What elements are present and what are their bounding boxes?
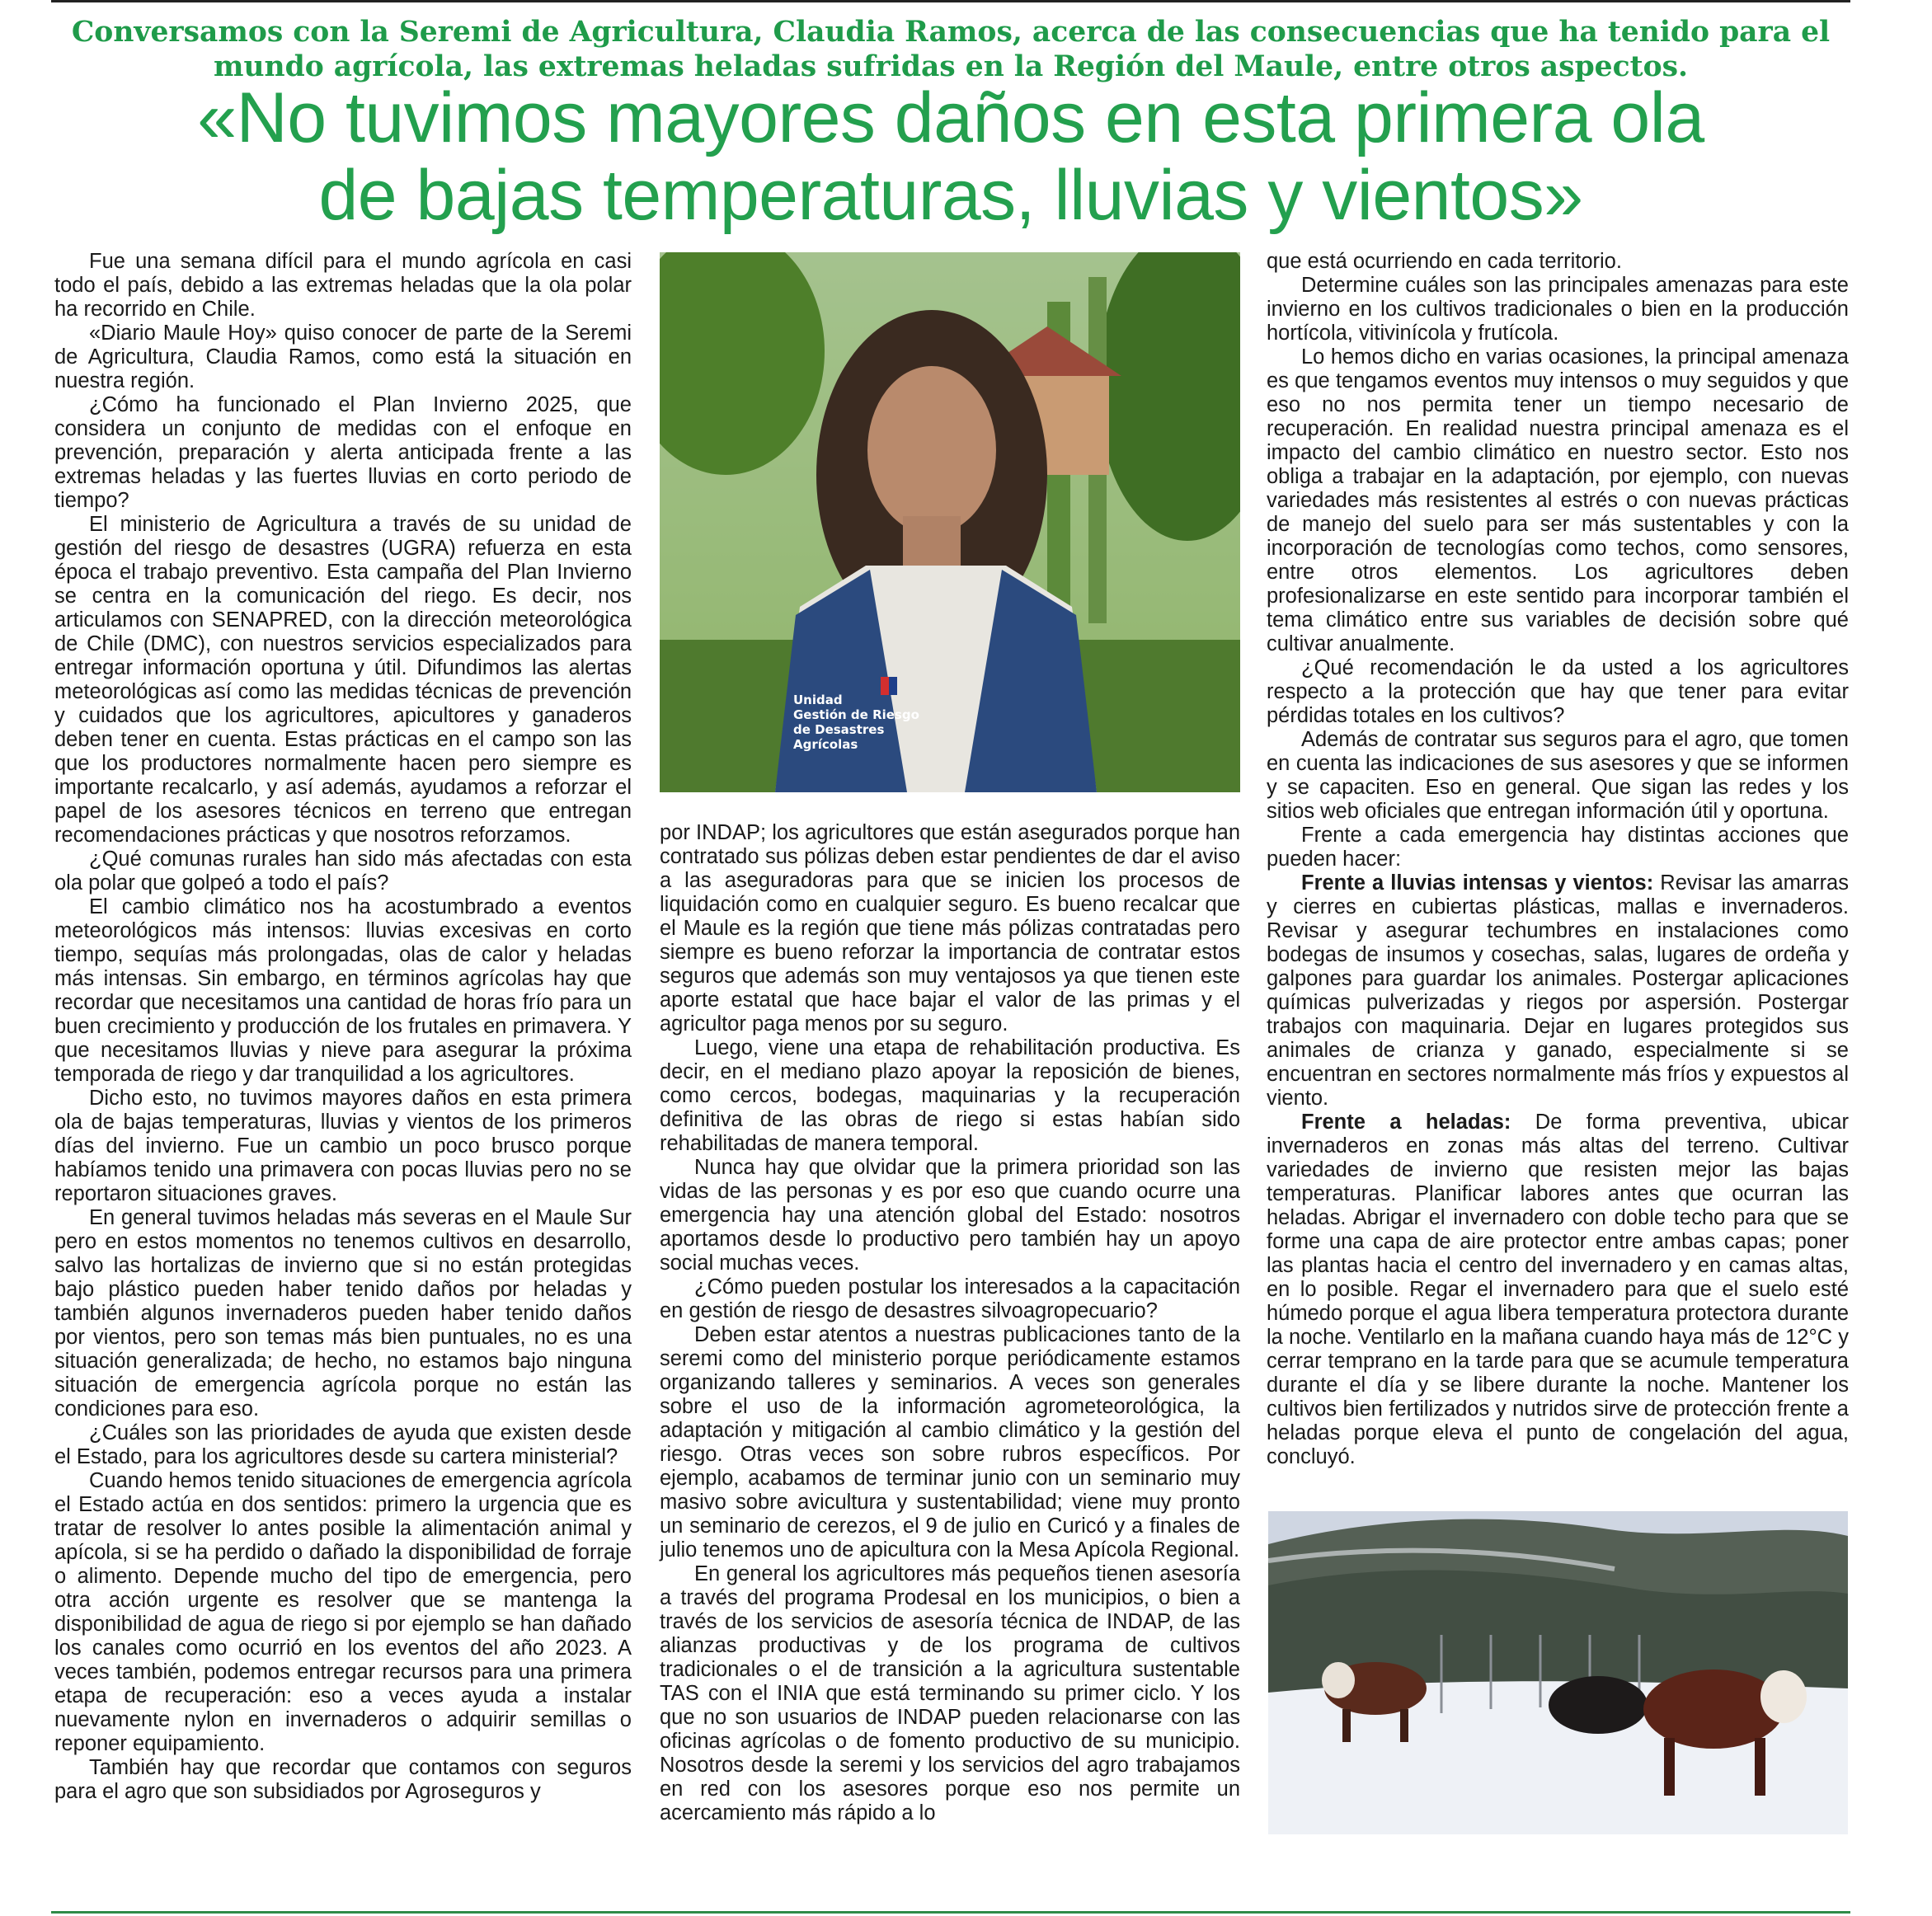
vest-text-line-2: Gestión de Riesgo — [793, 707, 919, 722]
frost-label: Frente a heladas: — [1301, 1111, 1511, 1134]
vest-text-line-3: de Desastres — [793, 722, 885, 737]
paragraph: «Diario Maule Hoy» quiso conocer de parte de la Seremi de Agricultura, Claudia Ramos, como está la situación en nuestra región. — [54, 322, 632, 392]
paragraph: En general tuvimos heladas más severas en el Maule Sur pero en estos momentos no tenemos cultivos en desarrollo, salvo las hortalizas de invierno que si no están protegidas bajo plástico pueden haber tenido daños por heladas y también algunos invernaderos pueden haber tenido daños por vientos, pero son temas más bien puntuales, no es una situación generalizada; de hecho, no estamos bajo ninguna situación de emergencia agrícola porque no están las condiciones para eso. — [54, 1206, 632, 1421]
portrait-photo — [660, 252, 1240, 792]
paragraph: por INDAP; los agricultores que están asegurados porque han contratado sus pólizas deben estar pendientes de dar el aviso a las aseguradoras para que se inicien los procesos de liquidación como en cualquier seguro. Es bueno recalcar que el Maule es la región que tiene más pólizas contratadas pero siempre es bueno reforzar la importancia de contratar estos seguros que además son muy ventajosos ya que tienen este aporte estatal que hace bajar el valor de las primas y el agricultor paga menos por su seguro. — [660, 821, 1240, 1035]
paragraph: Deben estar atentos a nuestras publicaciones tanto de la seremi como del ministerio porque periódicamente estamos organizando talleres y seminarios. A veces son generales sobre el uso de la información agrometeorológica, la adaptación y mitigación al cambio climático y la gestión del riesgo. Otras veces son sobre rubros específicos. Por ejemplo, acabamos de terminar junio con un seminario muy masivo sobre avicultura y sustentabilidad; viene muy pronto un seminario de cerezos, el 9 de julio en Curicó y a finales de julio tenemos uno de apicultura con la Mesa Apícola Regional. — [660, 1323, 1240, 1561]
vest-text-line-4: Agrícolas — [793, 737, 858, 752]
column-2 — [660, 821, 1240, 1825]
paragraph: Frente a cada emergencia hay distintas acciones que pueden hacer: — [1267, 824, 1849, 871]
paragraph: Además de contratar sus seguros para el agro, que tomen en cuenta las indicaciones de sus asesores y que se informen y se capaciten. Eso en general. Que sigan las redes y los sitios web oficiales que entregan información útil y oportuna. — [1267, 728, 1849, 823]
article-lead: Conversamos con la Seremi de Agricultura, Claudia Ramos, acerca de las consecuencias que ha tenido para el mundo agrícola, las extremas heladas sufridas en la Región del Maule, entre otros aspectos. — [71, 16, 1831, 83]
bottom-rule — [51, 1911, 1850, 1914]
headline-line-1: «No tuvimos mayores daños en esta primera ola — [197, 78, 1704, 157]
question: ¿Qué recomendación le da usted a los agricultores respecto a la protección que hay que tener para evitar pérdidas totales en los cultivos? — [1267, 656, 1849, 727]
article-headline — [51, 79, 1850, 234]
column-3 — [1267, 250, 1849, 1469]
question: ¿Cuáles son las prioridades de ayuda que existen desde el Estado, para los agricultores desde su cartera ministerial? — [54, 1421, 632, 1468]
paragraph: Lo hemos dicho en varias ocasiones, la principal amenaza es que tengamos eventos muy intensos o muy seguidos y que eso no nos permita tener un tiempo necesario de recuperación. En realidad nuestra principal amenaza es el impacto del cambio climático en nuestro sector. Esto nos obliga a trabajar en la adaptación, por ejemplo, con nuevas variedades más resistentes al estrés o con nuevas prácticas de manejo del suelo para ser más sustentables y con la incorporación de tecnologías como techos, como sensores, entre otros elementos. Los agricultores deben profesionalizarse en este sentido para incorporar también el tema climático entre sus variables de decisión sobre qué cultivar anualmente. — [1267, 345, 1849, 655]
headline-line-2: de bajas temperaturas, lluvias y vientos» — [318, 156, 1583, 235]
column-1 — [54, 250, 632, 1804]
paragraph: También hay que recordar que contamos con seguros para el agro que son subsidiados por Agroseguros y — [54, 1756, 632, 1803]
paragraph: Fue una semana difícil para el mundo agrícola en casi todo el país, debido a las extremas heladas que la ola polar ha recorrido en Chile. — [54, 250, 632, 321]
top-rule — [51, 0, 1850, 2]
paragraph: Cuando hemos tenido situaciones de emergencia agrícola el Estado actúa en dos sentidos: primero la urgencia que es tratar de resolver lo antes posible la alimentación animal y apícola, si se ha perdido o dañado la disponibilidad de forraje o alimento. Depende mucho del tipo de emergencia, pero otra acción urgente es resolver que se mantenga la disponibilidad de agua de riego si por ejemplo se han dañado los canales como ocurrió en los eventos del año 2023. A veces también, podemos entregar recursos para una primera etapa de recuperación: eso a veces ayuda a instalar nuevamente nylon en invernaderos o adquirir semillas o reponer equipamiento. — [54, 1469, 632, 1755]
paragraph: El ministerio de Agricultura a través de su unidad de gestión del riesgo de desastres (UGRA) refuerza en esta época el trabajo preventivo. Esta campaña del Plan Invierno se centra en la comunicación del riego. Es decir, nos articulamos con SENAPRED, con la dirección meteorológica de Chile (DMC), con nuestros servicios especializados para entregar información oportuna y útil. Difundimos las alertas meteorológicas así como las medidas técnicas de prevención y cuidados que los agricultores, apicultores y ganaderos deben tener en cuenta. Estas prácticas en el campo son las que los productores normalmente hacen pero siempre es importante recalcarlo, y así además, ayudamos a reforzar el papel de los asesores técnicos en terreno que entregan recomendaciones prácticas y que nosotros reforzamos. — [54, 513, 632, 847]
snow-cattle-photo — [1268, 1511, 1848, 1834]
question: ¿Cómo pueden postular los interesados a la capacitación en gestión de riesgo de desastres silvoagropecuario? — [660, 1275, 1240, 1322]
rain-label: Frente a lluvias intensas y vientos: — [1301, 871, 1654, 895]
frost-text: De forma preventiva, ubicar invernaderos en zonas más altas del terreno. Cultivar variedades de invierno que resisten mejor las bajas temperaturas. Planificar labores antes que ocurran las heladas. Abrigar el invernadero con doble techo para que se forme una capa de aire protector entre ambas capas; poner las plantas hacia el centro del invernadero y en camas altas, en lo posible. Regar el invernadero para que el suelo esté húmedo porque el agua libera temperatura protectora durante la noche. Ventilarlo en la mañana cuando haya más de 12°C y cerrar temprano en la tarde para que se acumule temperatura durante el día y se libere durante la noche. Mantener los cultivos bien fertilizados y nutridos sirve de protección frente a heladas porque eleva el punto de congelación del agua, concluyó. — [1267, 1111, 1849, 1468]
question: ¿Qué comunas rurales han sido más afectadas con esta ola polar que golpeó a todo el país? — [54, 848, 632, 895]
paragraph: que está ocurriendo en cada territorio. — [1267, 250, 1622, 273]
rain-text: Revisar las amarras y cierres en cubiertas plásticas, mallas e invernaderos. Revisar y asegurar techumbres en instalaciones como bodegas de insumos y cosechas, salas, lugares de ordeña y galpones para guardar los animales. Postergar aplicaciones químicas pulverizadas y riegos por aspersión. Postergar trabajos con maquinaria. Dejar en lugares protegidos sus animales de crianza y ganado, especialmente si se encuentran en sectores normalmente más fríos y expuestos al viento. — [1267, 871, 1849, 1110]
paragraph: El cambio climático nos ha acostumbrado a eventos meteorológicos más intensos: lluvias excesivas en corto tiempo, sequías más prolongadas, olas de calor y heladas más intensas. Sin embargo, en términos agrícolas hay que recordar que necesitamos una cantidad de horas frío para un buen crecimiento y producción de los frutales en primavera. Y que necesitamos lluvias y nieve para asegurar la próxima temporada de riego y dar tranquilidad a los agricultores. — [54, 895, 632, 1086]
question: Determine cuáles son las principales amenazas para este invierno en los cultivos tradicionales o bien en la producción hortícola, vitivinícola y frutícola. — [1267, 274, 1849, 345]
paragraph-rain — [1267, 871, 1849, 1111]
vest-text-line-1: Unidad — [793, 693, 843, 707]
paragraph: Dicho esto, no tuvimos mayores daños en esta primera ola de bajas temperaturas, lluvias y vientos de los primeros días del invierno. Fue un cambio un poco brusco porque habíamos tenido una primavera con pocas lluvias pero no se reportaron situaciones graves. — [54, 1087, 632, 1205]
paragraph: En general los agricultores más pequeños tienen asesoría a través del programa Prodesal en los municipios, o bien a través de los servicios de asesoría técnica de INDAP, de las alianzas productivas y de los programa de cultivos tradicionales o el de transición a la agricultura sustentable TAS con el INIA que está terminando su primer ciclo. Y los que no son usuarios de INDAP pueden relacionarse con las oficinas agrícolas o de fomento productivo de su municipio. Nosotros desde la seremi y los servicios del agro trabajamos en red con los asesores porque eso nos permite un acercamiento más rápido a lo — [660, 1562, 1240, 1824]
paragraph: Luego, viene una etapa de rehabilitación productiva. Es decir, en el mediano plazo apoyar la reposición de bienes, como cercos, bodegas, maquinarias y la recuperación definitiva de las obras de riego si estas habían sido rehabilitadas de manera temporal. — [660, 1036, 1240, 1155]
paragraph-frost — [1267, 1111, 1849, 1469]
paragraph: Nunca hay que olvidar que la primera prioridad son las vidas de las personas y es por eso que cuando ocurre una emergencia hay una atención global del Estado: nosotros aportamos desde lo productivo pero también hay un apoyo social muchas veces. — [660, 1156, 1240, 1275]
question: ¿Cómo ha funcionado el Plan Invierno 2025, que considera un conjunto de medidas con el enfoque en prevención, preparación y alerta anticipada frente a las extremas heladas y las fuertes lluvias en corto periodo de tiempo? — [54, 393, 632, 512]
